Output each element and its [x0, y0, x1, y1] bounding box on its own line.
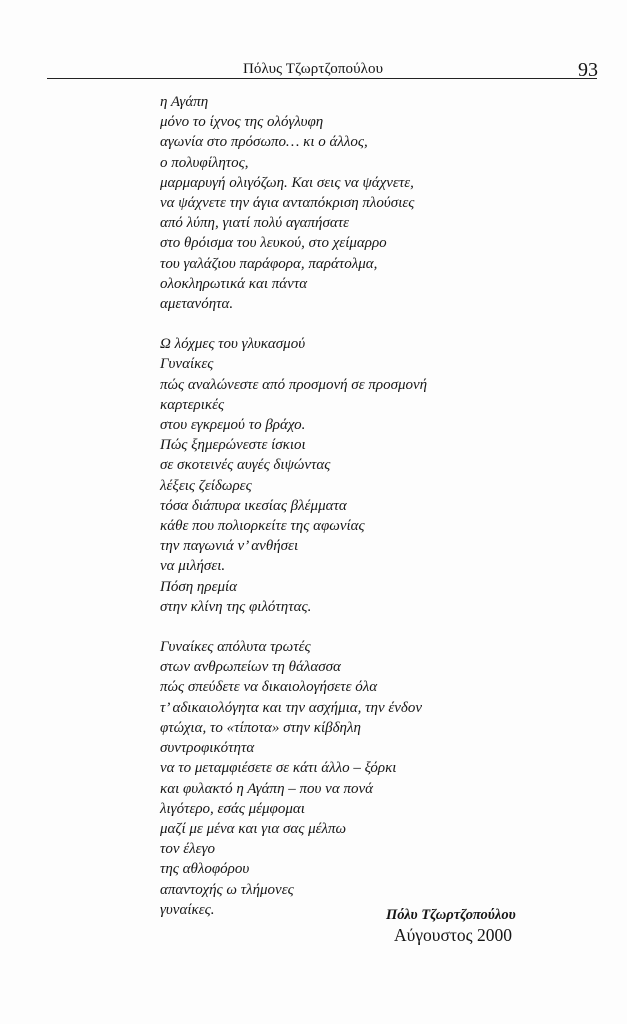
poem-line: λέξεις ζείδωρες	[160, 477, 252, 494]
poem-line: στην κλίνη της φιλότητας.	[160, 598, 312, 615]
page-header	[0, 0, 627, 90]
poem-line: πώς αναλώνεστε από προσμονή σε προσμονή	[160, 376, 428, 393]
poem-line: την παγωνιά ν’ ανθήσει	[160, 538, 299, 555]
poem-line: Πόση ηρεμία	[160, 578, 238, 595]
poem-line: αγωνία στο πρόσωπο… κι ο άλλος,	[160, 134, 368, 151]
poem-line: ο πολυφίλητος,	[160, 154, 249, 171]
poem-line: από λύπη, γιατί πολύ αγαπήσατε	[160, 215, 350, 232]
poem-line: μόνο το ίχνος της ολόγλυφη	[160, 114, 324, 131]
poem-line: να το μεταμφιέσετε σε κάτι άλλο – ξόρκι	[160, 760, 397, 777]
poem-line: γυναίκες.	[160, 901, 215, 918]
poem-line: να μιλήσει.	[160, 558, 226, 575]
poem-line: της αθλοφόρου	[160, 861, 250, 878]
stanza	[160, 637, 580, 920]
poem-line: να ψάχνετε την άγια ανταπόκριση πλούσιες	[160, 195, 415, 212]
poem-line: Ω λόχμες του γλυκασμού	[160, 336, 306, 353]
signature-block	[386, 906, 546, 946]
poem-line: ολοκληρωτικά και πάντα	[160, 275, 308, 292]
stanza	[160, 334, 580, 617]
poem-line: και φυλακτό η Αγάπη – που να πονά	[160, 780, 373, 797]
poem-line: καρτερικές	[160, 396, 225, 413]
stanza	[160, 92, 580, 314]
poem-line: τον έλεγο	[160, 841, 216, 858]
poem-line: φτώχια, το «τίποτα» στην κίβδηλη	[160, 719, 361, 736]
poem-line: μαρμαρυγή ολιγόζωη. Και σεις να ψάχνετε,	[160, 174, 414, 191]
signature-date: Αύγουστος 2000	[394, 925, 512, 945]
poem-line: πώς σπεύδετε να δικαιολογήσετε όλα	[160, 679, 378, 696]
poem-line: αμετανόητα.	[160, 296, 234, 313]
poem-line: συντροφικότητα	[160, 740, 255, 757]
poem-line: Γυναίκες	[160, 356, 214, 373]
poem-line: στου εγκρεμού το βράχο.	[160, 417, 306, 434]
poem-line: σε σκοτεινές αυγές διψώντας	[160, 457, 331, 474]
page-number: 93	[578, 59, 598, 81]
poem-line: η Αγάπη	[160, 94, 209, 110]
poem-line: μαζί με μένα και για σας μέλπω	[160, 820, 347, 837]
poem-line: τόσα διάπυρα ικεσίας βλέμματα	[160, 497, 347, 514]
poem-line: τ’ αδικαιολόγητα και την ασχήμια, την ένδον	[160, 699, 423, 716]
poem-line: Πώς ξημερώνεστε ίσκιοι	[160, 437, 306, 454]
poem-line: απαντοχής ω τλήμονες	[160, 881, 294, 898]
poem-line: στο θρόισμα του λευκού, στο χείμαρρο	[160, 235, 387, 252]
running-head-author: Πόλυς Τζωρτζοπούλου	[243, 61, 384, 77]
poem-line: στων ανθρωπείων τη θάλασσα	[160, 659, 341, 676]
header-rule	[47, 78, 597, 79]
poem-line: του γαλάζιου παράφορα, παράτολμα,	[160, 255, 378, 272]
poem-body	[160, 92, 580, 940]
signature-name: Πόλυ Τζωρτζοπούλου	[386, 907, 516, 923]
poem-line: λιγότερο, εσάς μέμφομαι	[160, 800, 305, 817]
poem-line: κάθε που πολιορκείτε της αφωνίας	[160, 518, 365, 535]
poem-line: Γυναίκες απόλυτα τρωτές	[160, 639, 311, 656]
